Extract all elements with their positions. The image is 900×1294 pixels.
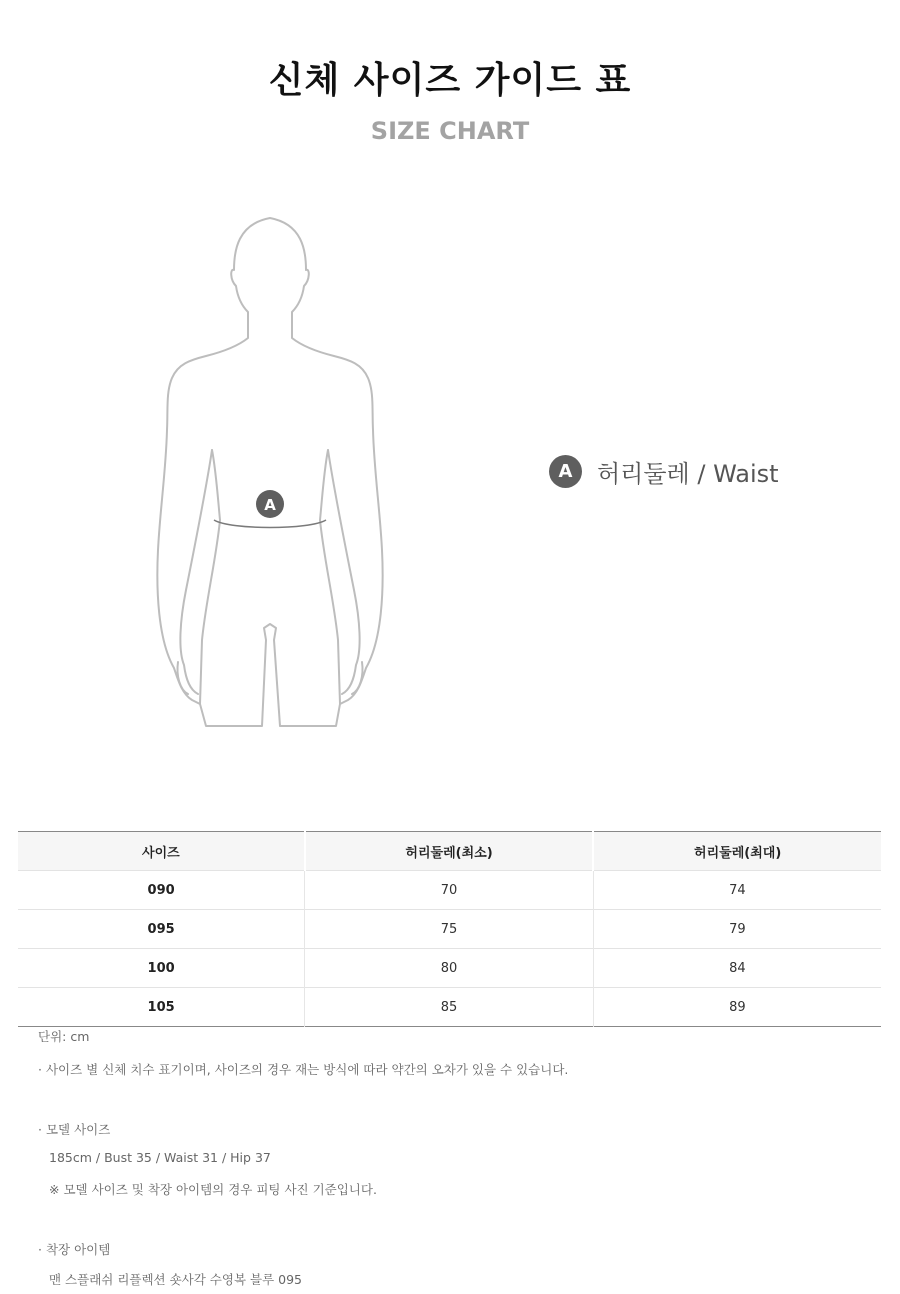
worn-item: 맨 스플래쉬 리플렉션 숏사각 수영복 블루 095	[49, 1272, 302, 1287]
body-silhouette-illustration	[150, 210, 390, 730]
legend-label: 허리둘레 / Waist	[597, 460, 779, 488]
model-size-heading: · 모델 사이즈	[38, 1122, 111, 1137]
model-fitting-note: ※ 모델 사이즈 및 착장 아이템의 경우 피팅 사진 기준입니다.	[49, 1182, 377, 1197]
table-row	[18, 949, 881, 988]
column-header-size: 사이즈	[18, 832, 305, 871]
waist-min-cell: 70	[305, 871, 594, 910]
size-cell: 095	[18, 910, 305, 949]
waist-marker-letter: A	[264, 496, 276, 514]
table-row	[18, 910, 881, 949]
waist-min-cell: 80	[305, 949, 594, 988]
size-cell: 105	[18, 988, 305, 1027]
page-subtitle: SIZE CHART	[370, 117, 530, 145]
table-row	[18, 871, 881, 910]
waist-max-cell: 89	[593, 988, 881, 1027]
waist-max-cell: 79	[593, 910, 881, 949]
waist-min-cell: 75	[305, 910, 594, 949]
legend-badge: A	[549, 455, 582, 488]
model-size-value: 185cm / Bust 35 / Waist 31 / Hip 37	[49, 1150, 271, 1165]
table-header-row	[18, 832, 881, 871]
disclaimer-note: · 사이즈 별 신체 치수 표기이며, 사이즈의 경우 재는 방식에 따라 약간의 오차가 있을 수 있습니다.	[38, 1062, 569, 1077]
waist-min-cell: 85	[305, 988, 594, 1027]
table-row	[18, 988, 881, 1027]
waist-measure-line	[214, 520, 326, 528]
unit-note: 단위: cm	[38, 1029, 90, 1044]
waist-max-cell: 84	[593, 949, 881, 988]
measurement-legend	[549, 454, 779, 489]
size-table	[18, 831, 881, 1027]
column-header-waist-max: 허리둘레(최대)	[593, 832, 881, 871]
size-cell: 100	[18, 949, 305, 988]
waist-max-cell: 74	[593, 871, 881, 910]
column-header-waist-min: 허리둘레(최소)	[305, 832, 594, 871]
page-title: 신체 사이즈 가이드 표	[268, 60, 632, 101]
size-cell: 090	[18, 871, 305, 910]
worn-items-heading: · 착장 아이템	[38, 1242, 111, 1257]
